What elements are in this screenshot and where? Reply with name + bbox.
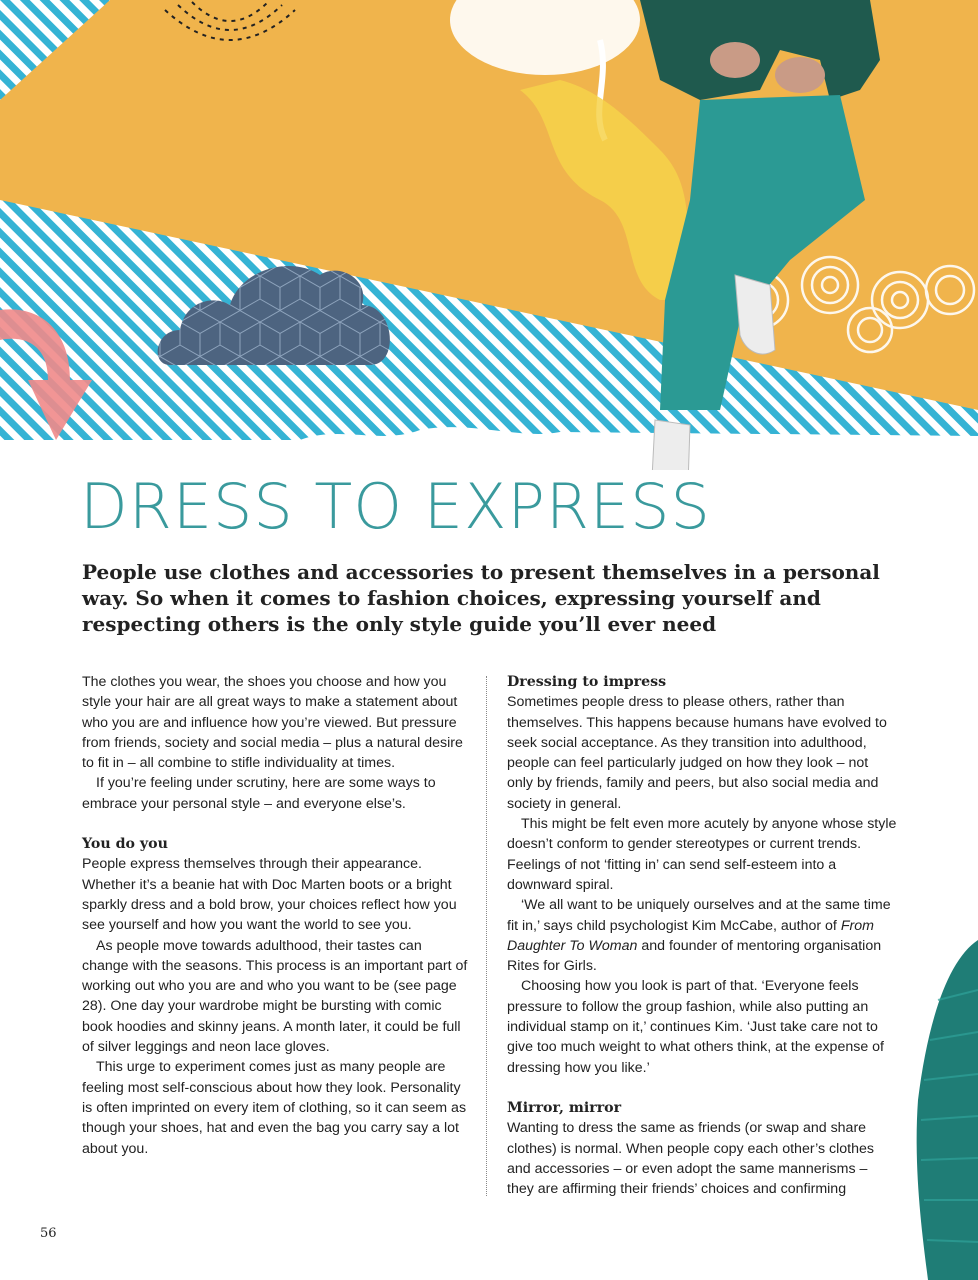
section-heading-you-do-you: You do you <box>82 836 168 853</box>
body-paragraph: This urge to experiment comes just as many people are feeling most self-conscious about how they look. Personality is often imprinted on every item of clothing, so it can seem as though your shoes, hat and even the bag you carry say a lot about you. <box>82 1059 467 1157</box>
body-paragraph: Wanting to dress the same as friends (or swap and share clothes) is normal. When people copy each other’s clothes and accessories – or even adopt the same mannerisms – they are affirming their friends’ choices and confirming <box>507 1120 874 1198</box>
column-divider <box>486 676 487 1196</box>
body-paragraph: People express themselves through their appearance. Whether it’s a beanie hat with Doc Marten boots or a bright sparkly dress and a bold brow, your choices reflect how you see yourself and how you want the world to see you. <box>82 856 457 934</box>
body-paragraph: The clothes you wear, the shoes you choose and how you style your hair are all great ways to make a statement about who you are and influence how you’re viewed. But pressure from friends, society and social media – plus a natural desire to fit in – all combine to stifle individuality at times. <box>82 674 463 772</box>
figure-shoe-left <box>652 420 690 470</box>
left-column <box>82 672 472 1159</box>
knitted-sleeve-image <box>908 940 978 1280</box>
page-number: 56 <box>40 1226 57 1241</box>
right-column <box>507 672 897 1199</box>
body-paragraph: Sometimes people dress to please others, rather than themselves. This happens because humans have evolved to seek social acceptance. As they transition into adulthood, people can feel particularly judged on how they look – not only by friends, family and peers, but also social media and society in general. <box>507 694 887 812</box>
figure-jacket <box>640 0 880 100</box>
body-paragraph: This might be felt even more acutely by anyone whose style doesn’t conform to gender stereotypes or current trends. Feelings of not ‘fitting in’ can send self-esteem into a downward spiral. <box>507 816 897 893</box>
quote-text: and founder of mentoring organisation Rites for Girls. <box>507 937 882 975</box>
book-title: From Daughter To Woman <box>507 917 874 954</box>
hero-illustration <box>0 0 978 470</box>
body-paragraph: As people move towards adulthood, their tastes can change with the seasons. This process is an important part of working out who you are and who you want to be (see page 28). One day your wardrobe might be bursting with comic book hoodies and skinny jeans. A month later, it could be full of silver leggings and neon lace gloves. <box>82 937 468 1056</box>
intro-paragraph: People use clothes and accessories to present themselves in a personal way. So when it comes to fashion choices, expressing yourself and respecting others is the only style guide you’ll ever need <box>82 560 880 636</box>
body-paragraph: Choosing how you look is part of that. ‘Everyone feels pressure to follow the group fashion, while also putting an individual stamp on it,’ continues Kim. ‘Just take care not to give too much weight to what others think, at the expense of dressing how you like.’ <box>507 978 884 1076</box>
quote-text: ‘We all want to be uniquely ourselves and at the same time fit in,’ says child psychologist Kim McCabe, author of <box>507 897 891 934</box>
section-heading-mirror-mirror: Mirror, mirror <box>507 1099 622 1116</box>
body-paragraph: If you’re feeling under scrutiny, here are some ways to embrace your personal style – and everyone else’s. <box>82 775 436 812</box>
body-paragraph-quote <box>507 895 897 976</box>
section-heading-dressing-to-impress: Dressing to impress <box>507 674 667 690</box>
page-title: DRESS TO EXPRESS <box>80 470 711 543</box>
